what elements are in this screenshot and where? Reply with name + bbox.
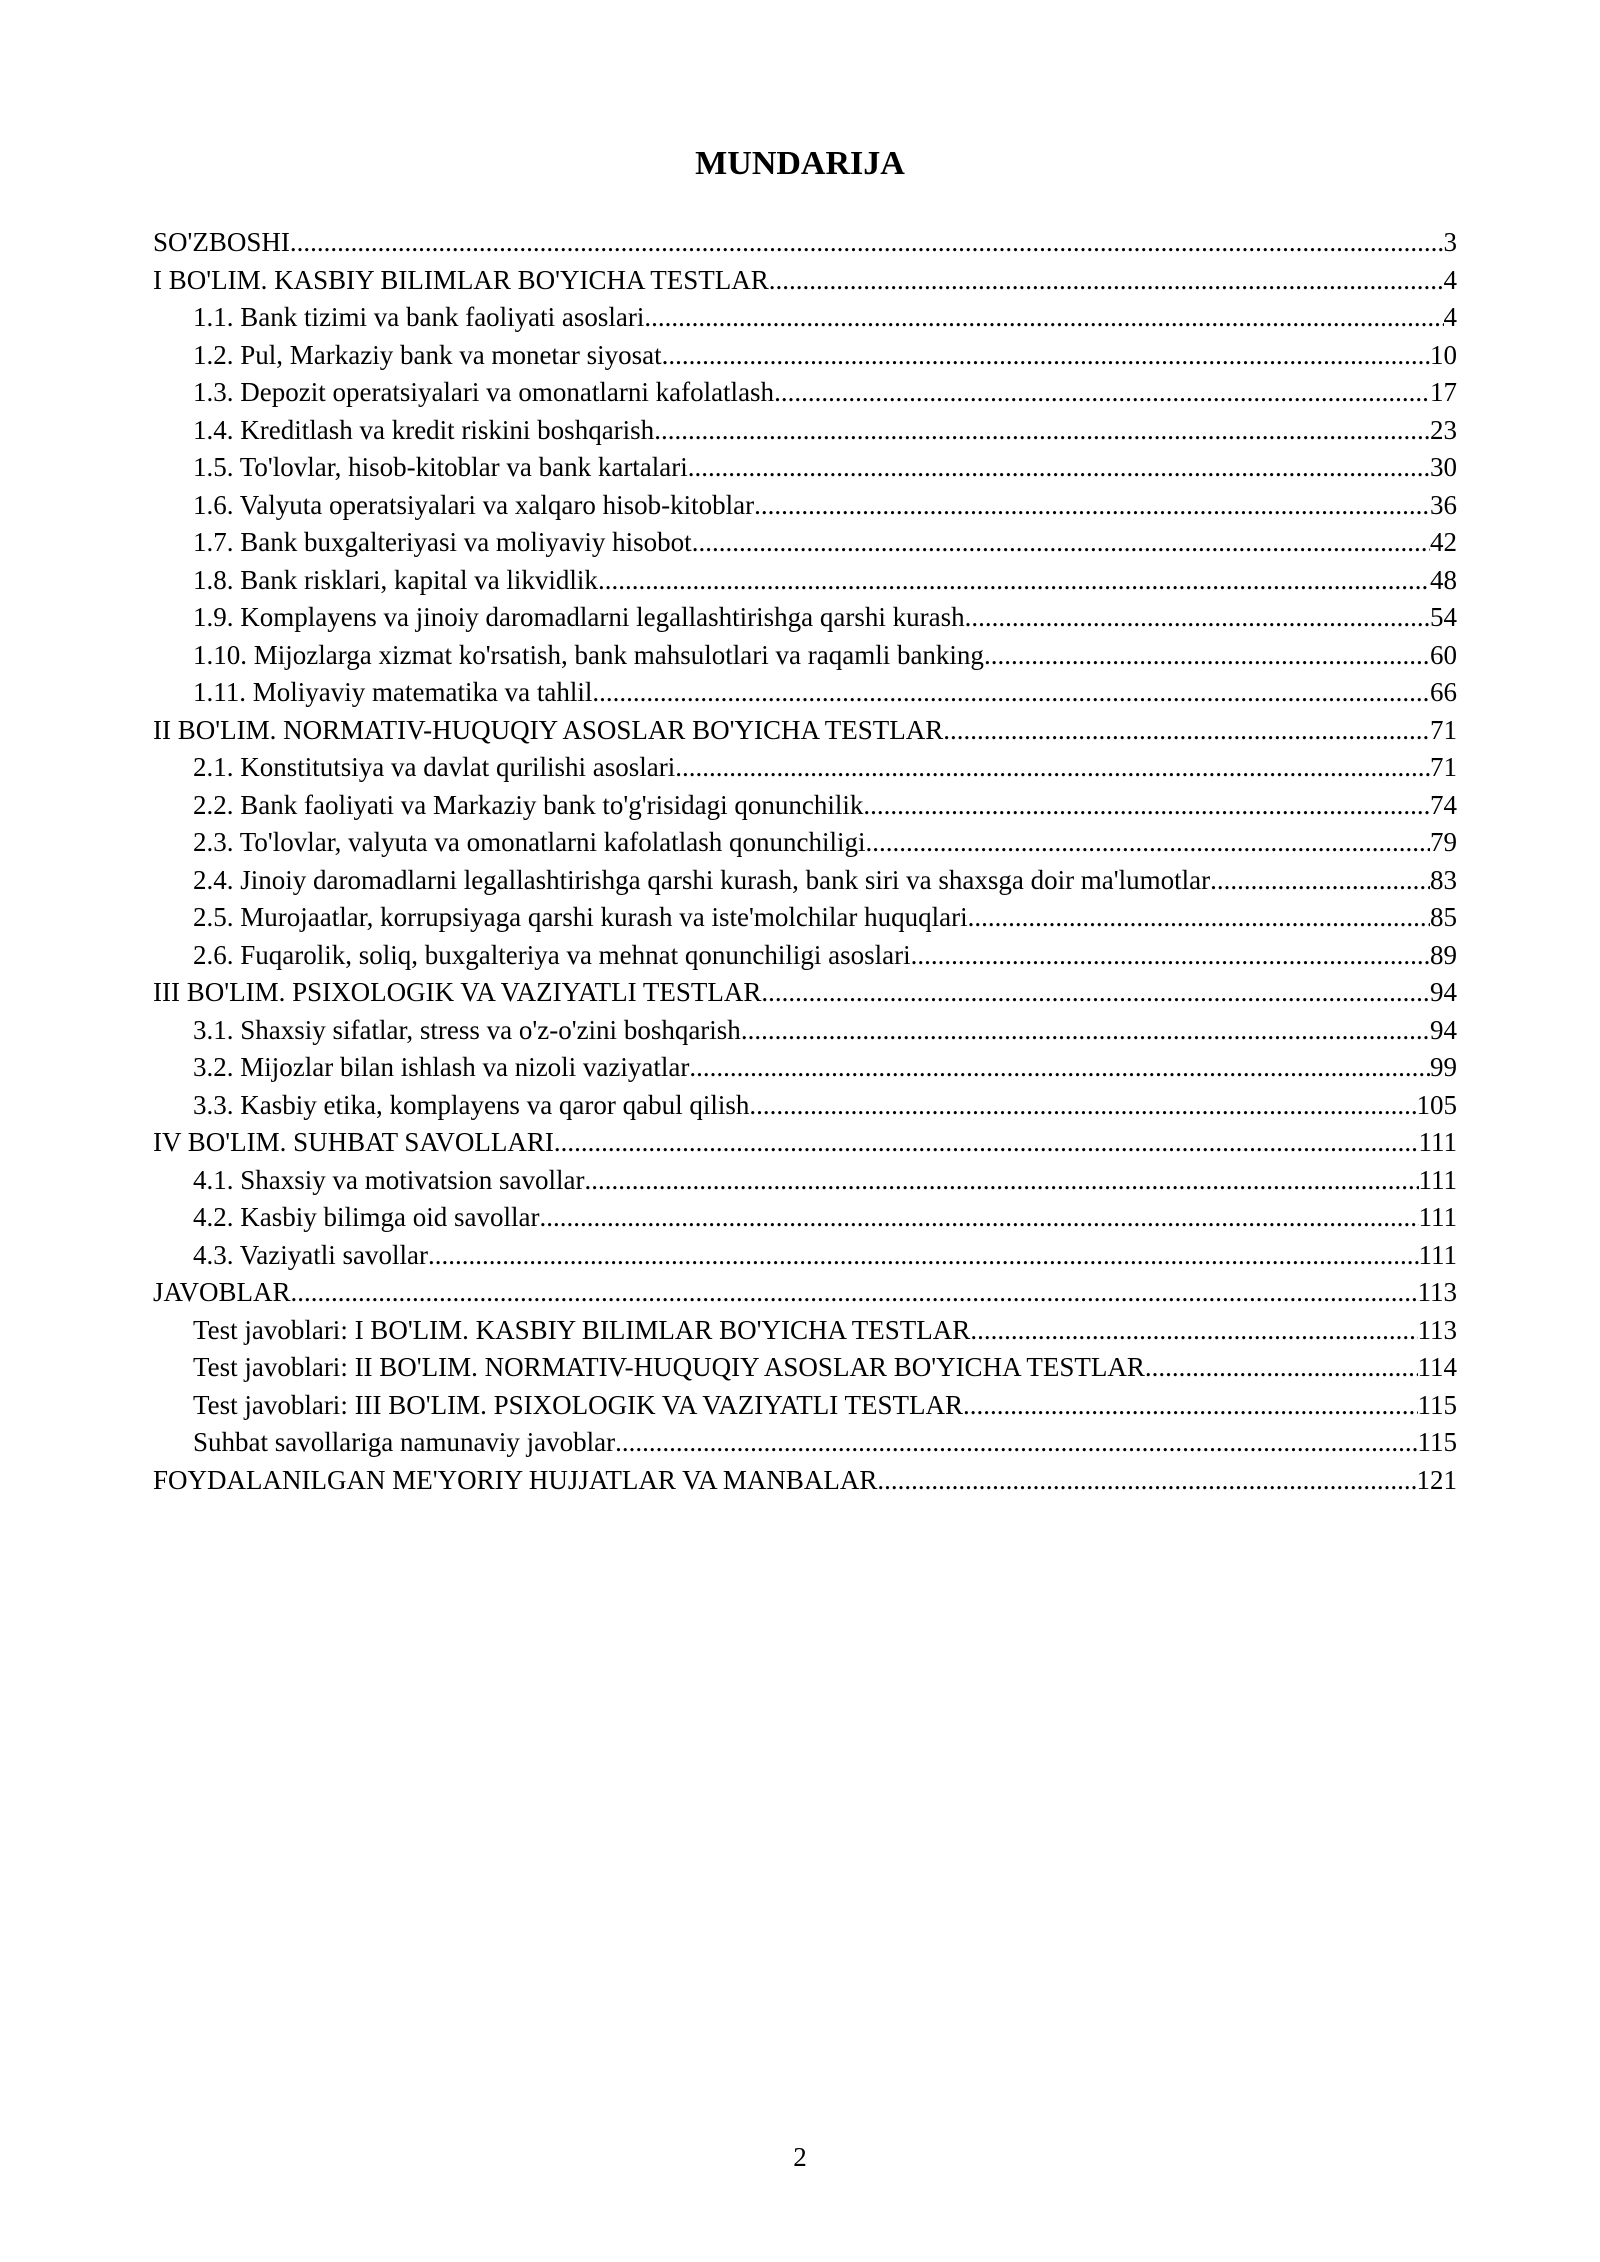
toc-entry[interactable] [153,1387,1457,1425]
toc-entry-label: FOYDALANILGAN ME'YORIY HUJJATLAR VA MANBALAR [153,1464,878,1495]
toc-entry-page: 121 [1416,1464,1457,1495]
toc-dot-leader [584,1162,1418,1200]
toc-entry-page: 111 [1418,1127,1457,1157]
toc-entry-page: 71 [1430,752,1457,782]
toc-entry-page: 89 [1430,939,1457,970]
toc-dot-leader [291,1274,1418,1312]
toc-entry-page: 10 [1430,339,1457,370]
toc-dot-leader [911,937,1430,975]
toc-entry[interactable] [153,224,1457,262]
toc-entry-label: JAVOBLAR [153,1277,291,1307]
toc-entry-label: 1.8. Bank risklari, kapital va likvidlik [193,564,598,595]
toc-entry-page: 23 [1430,414,1457,445]
toc-entry-label: 1.6. Valyuta operatsiyalari va xalqaro hisob-kitoblar [193,489,755,520]
toc-entry-label: 1.9. Komplayens va jinoiy daromadlarni legallashtirishga qarshi kurash [193,602,965,632]
toc-dot-leader [592,674,1430,712]
toc-dot-leader [689,1049,1430,1087]
toc-dot-leader [741,1012,1430,1050]
toc-entry[interactable] [153,787,1457,825]
toc-dot-leader [970,1312,1417,1350]
toc-entry[interactable] [153,524,1457,562]
toc-entry-label: 4.2. Kasbiy bilimga oid savollar [193,1202,540,1232]
toc-dot-leader [428,1237,1419,1275]
toc-entry-page: 94 [1430,977,1457,1007]
toc-entry-label: SO'ZBOSHI [153,227,290,257]
toc-dot-leader [943,712,1430,750]
toc-dot-leader [965,599,1430,637]
toc-dot-leader [615,1424,1417,1462]
toc-entry-label: 1.5. To'lovlar, hisob-kitoblar va bank kartalari [193,452,688,482]
toc-entry-label: 3.1. Shaxsiy sifatlar, stress va o'z-o'zini boshqarish [193,1014,741,1045]
toc-entry[interactable] [153,1349,1457,1387]
toc-entry[interactable] [153,562,1457,600]
table-of-contents [153,224,1457,1499]
toc-entry-page: 60 [1430,639,1457,670]
toc-entry-page: 36 [1430,489,1457,520]
toc-entry-label: 3.3. Kasbiy etika, komplayens va qaror qabul qilish [193,1089,750,1120]
page-number: 2 [793,2142,807,2172]
toc-entry-page: 3 [1443,227,1457,257]
toc-dot-leader [675,749,1430,787]
toc-entry[interactable] [153,599,1457,637]
toc-dot-leader [688,449,1430,487]
toc-entry-page: 115 [1417,1389,1457,1420]
toc-entry-page: 83 [1430,864,1457,895]
toc-entry-page: 17 [1430,377,1457,407]
toc-entry[interactable] [153,674,1457,712]
toc-entry-page: 85 [1430,902,1457,932]
toc-entry[interactable] [153,1462,1457,1500]
toc-entry[interactable] [153,824,1457,862]
toc-entry-label: 1.11. Moliyaviy matematika va tahlil [193,677,593,707]
toc-entry[interactable] [153,412,1457,450]
toc-entry[interactable] [153,862,1457,900]
toc-entry[interactable] [153,1312,1457,1350]
toc-entry-page: 94 [1430,1014,1457,1045]
toc-entry-page: 42 [1430,527,1457,557]
toc-entry[interactable] [153,899,1457,937]
toc-entry-label: II BO'LIM. NORMATIV-HUQUQIY ASOSLAR BO'YICHA TESTLAR [153,714,944,745]
toc-dot-leader [644,299,1443,337]
toc-entry-label: 1.3. Depozit operatsiyalari va omonatlarni kafolatlash [193,377,775,407]
toc-entry[interactable] [153,1162,1457,1200]
toc-entry-page: 113 [1417,1314,1457,1345]
toc-entry-page: 115 [1417,1427,1457,1457]
toc-entry[interactable] [153,1087,1457,1125]
toc-entry-page: 99 [1430,1052,1457,1082]
toc-entry[interactable] [153,299,1457,337]
toc-dot-leader [1145,1349,1418,1387]
toc-entry[interactable] [153,937,1457,975]
toc-dot-leader [866,824,1431,862]
toc-entry-label: 2.4. Jinoiy daromadlarni legallashtirishga qarshi kurash, bank siri va shaxsga doir ma'lumotlar [193,864,1211,895]
toc-dot-leader [1210,862,1430,900]
toc-entry-page: 54 [1430,602,1457,632]
toc-entry-label: IV BO'LIM. SUHBAT SAVOLLARI [153,1127,554,1157]
toc-entry[interactable] [153,1012,1457,1050]
toc-entry-page: 48 [1430,564,1457,595]
toc-entry[interactable] [153,1124,1457,1162]
toc-entry[interactable] [153,1199,1457,1237]
page-title: MUNDARIJA [695,145,905,182]
toc-entry-page: 113 [1417,1277,1457,1307]
toc-entry[interactable] [153,1237,1457,1275]
toc-dot-leader [769,262,1444,300]
toc-entry-page: 105 [1416,1089,1457,1120]
toc-entry-label: Suhbat savollariga namunaviy javoblar [193,1427,616,1457]
toc-dot-leader [963,1387,1418,1425]
toc-entry[interactable] [153,712,1457,750]
toc-dot-leader [754,487,1430,525]
toc-entry-label: 2.5. Murojaatlar, korrupsiyaga qarshi kurash va iste'molchilar huquqlari [193,902,968,932]
toc-dot-leader [692,524,1430,562]
toc-entry-label: 1.4. Kreditlash va kredit riskini boshqarish [193,414,655,445]
toc-entry[interactable] [153,1274,1457,1312]
toc-entry-label: Test javoblari: III BO'LIM. PSIXOLOGIK VA VAZIYATLI TESTLAR [193,1389,963,1420]
toc-dot-leader [654,412,1430,450]
toc-dot-leader [598,562,1430,600]
toc-entry[interactable] [153,262,1457,300]
toc-entry-label: 3.2. Mijozlar bilan ishlash va nizoli vaziyatlar [193,1052,690,1082]
toc-entry[interactable] [153,1424,1457,1462]
toc-dot-leader [539,1199,1418,1237]
toc-entry-label: Test javoblari: II BO'LIM. NORMATIV-HUQUQIY ASOSLAR BO'YICHA TESTLAR [193,1352,1145,1382]
toc-dot-leader [968,899,1430,937]
toc-dot-leader [774,374,1430,412]
toc-entry[interactable] [153,337,1457,375]
toc-entry[interactable] [153,749,1457,787]
toc-entry-label: 4.3. Vaziyatli savollar [193,1239,428,1270]
toc-dot-leader [863,787,1430,825]
toc-entry[interactable] [153,374,1457,412]
toc-entry-page: 111 [1418,1239,1457,1270]
toc-dot-leader [877,1462,1416,1500]
toc-entry-page: 111 [1418,1164,1457,1195]
toc-entry-label: 2.3. To'lovlar, valyuta va omonatlarni kafolatlash qonunchiligi [193,827,866,857]
toc-entry-label: 1.2. Pul, Markaziy bank va monetar siyosat [193,339,662,370]
toc-entry-page: 114 [1417,1352,1457,1382]
toc-entry-page: 79 [1430,827,1457,857]
toc-dot-leader [984,637,1430,675]
toc-entry[interactable] [153,1049,1457,1087]
toc-entry-page: 66 [1430,677,1457,707]
toc-entry[interactable] [153,449,1457,487]
toc-entry-label: 1.10. Mijozlarga xizmat ko'rsatish, bank mahsulotlari va raqamli banking [193,639,984,670]
toc-entry[interactable] [153,637,1457,675]
toc-entry-label: 1.1. Bank tizimi va bank faoliyati asoslari [193,302,645,332]
toc-dot-leader [554,1124,1419,1162]
toc-entry-page: 4 [1443,302,1457,332]
toc-entry-label: 2.1. Konstitutsiya va davlat qurilishi asoslari [193,752,676,782]
toc-dot-leader [749,1087,1416,1125]
toc-dot-leader [662,337,1430,375]
toc-entry-page: 71 [1430,714,1457,745]
toc-dot-leader [761,974,1430,1012]
toc-entry[interactable] [153,974,1457,1012]
toc-entry-label: 2.6. Fuqarolik, soliq, buxgalteriya va mehnat qonunchiligi asoslari [193,939,911,970]
toc-entry-page: 4 [1443,264,1457,295]
toc-entry-label: 1.7. Bank buxgalteriyasi va moliyaviy hisobot [193,527,692,557]
toc-entry-page: 30 [1430,452,1457,482]
toc-entry-label: 4.1. Shaxsiy va motivatsion savollar [193,1164,585,1195]
toc-entry-page: 111 [1418,1202,1457,1232]
toc-entry-page: 74 [1430,789,1457,820]
toc-entry-label: I BO'LIM. KASBIY BILIMLAR BO'YICHA TESTLAR [153,264,769,295]
toc-dot-leader [290,224,1444,262]
toc-entry-label: Test javoblari: I BO'LIM. KASBIY BILIMLAR BO'YICHA TESTLAR [193,1314,971,1345]
toc-entry-label: 2.2. Bank faoliyati va Markaziy bank to'g'risidagi qonunchilik [193,789,864,820]
toc-entry[interactable] [153,487,1457,525]
toc-entry-label: III BO'LIM. PSIXOLOGIK VA VAZIYATLI TESTLAR [153,977,762,1007]
